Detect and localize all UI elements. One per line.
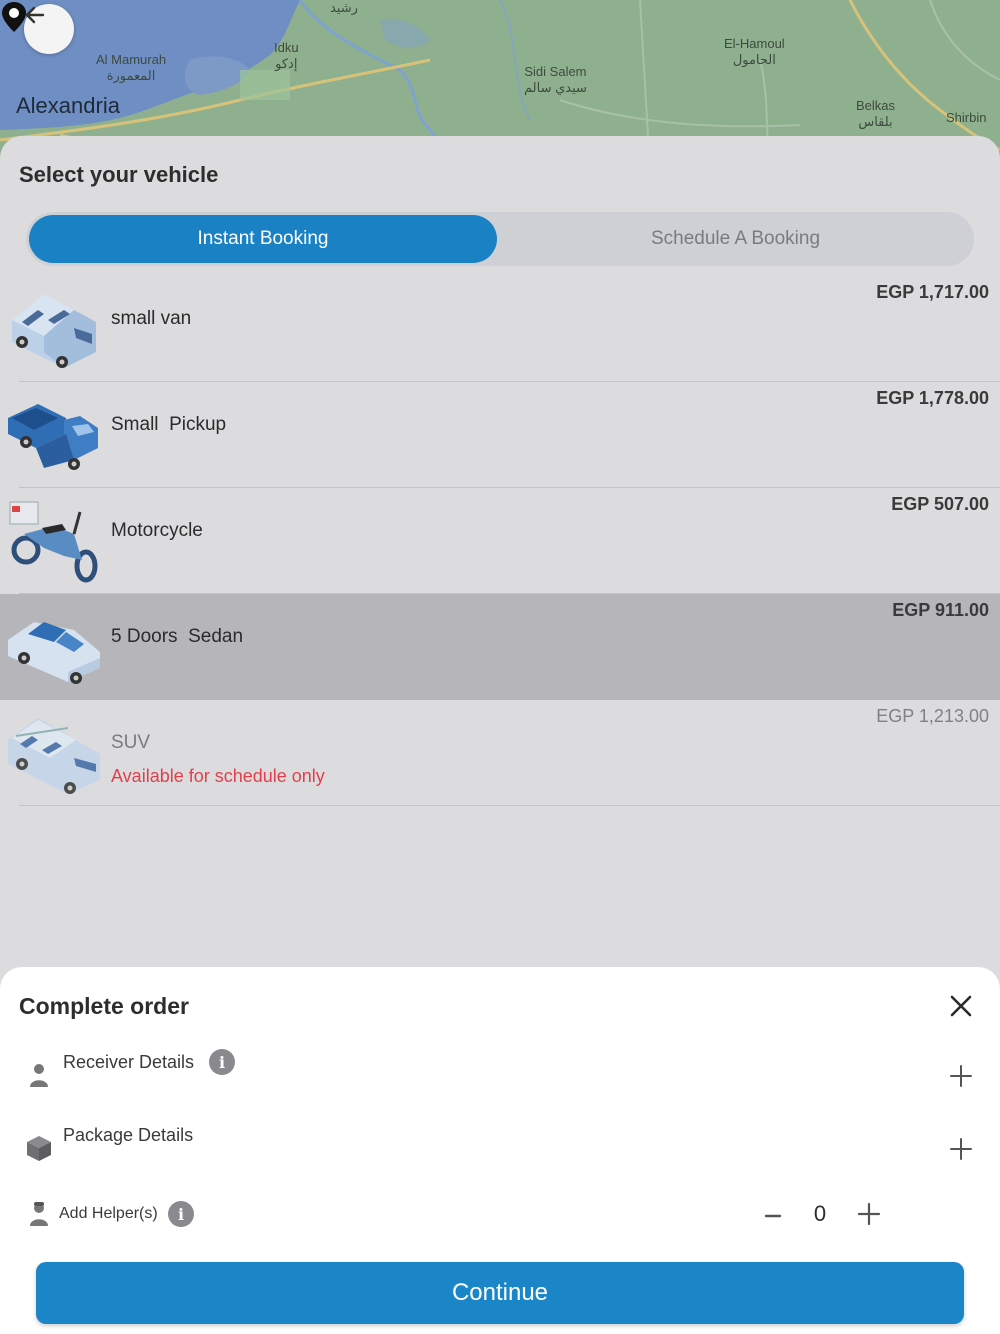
add-package-button[interactable] (948, 1136, 974, 1162)
map-label-rashid: رشيد (330, 0, 358, 15)
map-label-mamurah-en: Al Mamurah (96, 52, 167, 67)
add-helpers-label: Add Helper(s) (59, 1205, 158, 1222)
availability-note: Available for schedule only (111, 766, 325, 786)
vehicle-row-suv[interactable] (0, 700, 1000, 806)
map-label-el-hamoul-en: El-Hamoul (724, 36, 785, 51)
vehicle-price: EGP 1,717.00 (876, 282, 989, 302)
vehicle-name: 5 Doors Sedan (111, 626, 244, 647)
map-label-belkas (856, 98, 895, 130)
vehicle-row-motorcycle[interactable] (0, 488, 1000, 594)
sedan-icon (4, 600, 104, 690)
map-label-alexandria: Alexandria (16, 93, 120, 118)
suv-icon (4, 706, 104, 796)
map-label-sidi-salem-ar: سيدي سالم (524, 80, 587, 95)
package-details-label[interactable]: Package Details (63, 1125, 194, 1145)
map-label-mamurah (96, 52, 166, 84)
map-label-idku-en: Idku (274, 40, 299, 55)
tab-instant-booking[interactable]: Instant Booking (29, 215, 497, 263)
map-label-mamurah-ar: المعمورة (106, 68, 156, 83)
booking-type-toggle (26, 212, 974, 266)
pickup-truck-icon (4, 388, 104, 478)
order-title: Complete order (19, 993, 189, 1019)
vehicle-price: EGP 1,213.00 (876, 706, 989, 726)
map-label-belkas-ar: بلقاس (858, 114, 893, 129)
helper-icon (28, 1201, 50, 1227)
vehicle-row-sedan[interactable] (0, 594, 1000, 700)
decrease-helpers-button[interactable] (762, 1199, 784, 1229)
receiver-details-label[interactable]: Receiver Details (63, 1052, 195, 1072)
map-label-el-hamoul-ar: الحامول (732, 52, 776, 67)
helpers-info-icon[interactable]: i (168, 1201, 194, 1227)
package-icon (26, 1134, 52, 1162)
van-icon (4, 282, 104, 372)
map-label-sidi-salem-en: Sidi Salem (524, 64, 587, 79)
row-divider (19, 805, 1000, 806)
map-label-sidi-salem (524, 64, 587, 96)
back-button[interactable] (24, 4, 74, 54)
vehicle-name: Motorcycle (111, 520, 203, 541)
vehicle-name: small van (111, 308, 192, 329)
person-icon (28, 1062, 50, 1088)
map-label-belkas-en: Belkas (856, 98, 896, 113)
sheet-title: Select your vehicle (19, 162, 219, 187)
receiver-info-icon[interactable]: i (209, 1049, 235, 1075)
complete-order-panel (0, 967, 1000, 1334)
motorcycle-icon (4, 494, 104, 584)
vehicle-name: SUV (111, 732, 151, 753)
map-label-idku-ar: إدكو (275, 56, 298, 71)
map-label-idku (274, 40, 299, 72)
continue-button[interactable]: Continue (36, 1262, 964, 1324)
arrow-left-icon (24, 4, 46, 26)
tab-schedule-booking[interactable]: Schedule A Booking (650, 228, 821, 249)
add-receiver-button[interactable] (948, 1063, 974, 1089)
map-label-shirbin: Shirbin (946, 110, 987, 125)
vehicle-price: EGP 911.00 (892, 600, 989, 620)
vehicle-row-small-pickup[interactable] (0, 382, 1000, 488)
map-label-el-hamoul (724, 36, 785, 68)
vehicle-price: EGP 507.00 (891, 494, 989, 514)
vehicle-price: EGP 1,778.00 (876, 388, 989, 408)
increase-helpers-button[interactable] (856, 1201, 882, 1227)
vehicle-list (0, 276, 1000, 806)
helpers-count: 0 (813, 1201, 827, 1226)
close-icon[interactable] (946, 991, 976, 1021)
vehicle-row-small-van[interactable] (0, 276, 1000, 382)
vehicle-name: Small Pickup (111, 414, 227, 435)
